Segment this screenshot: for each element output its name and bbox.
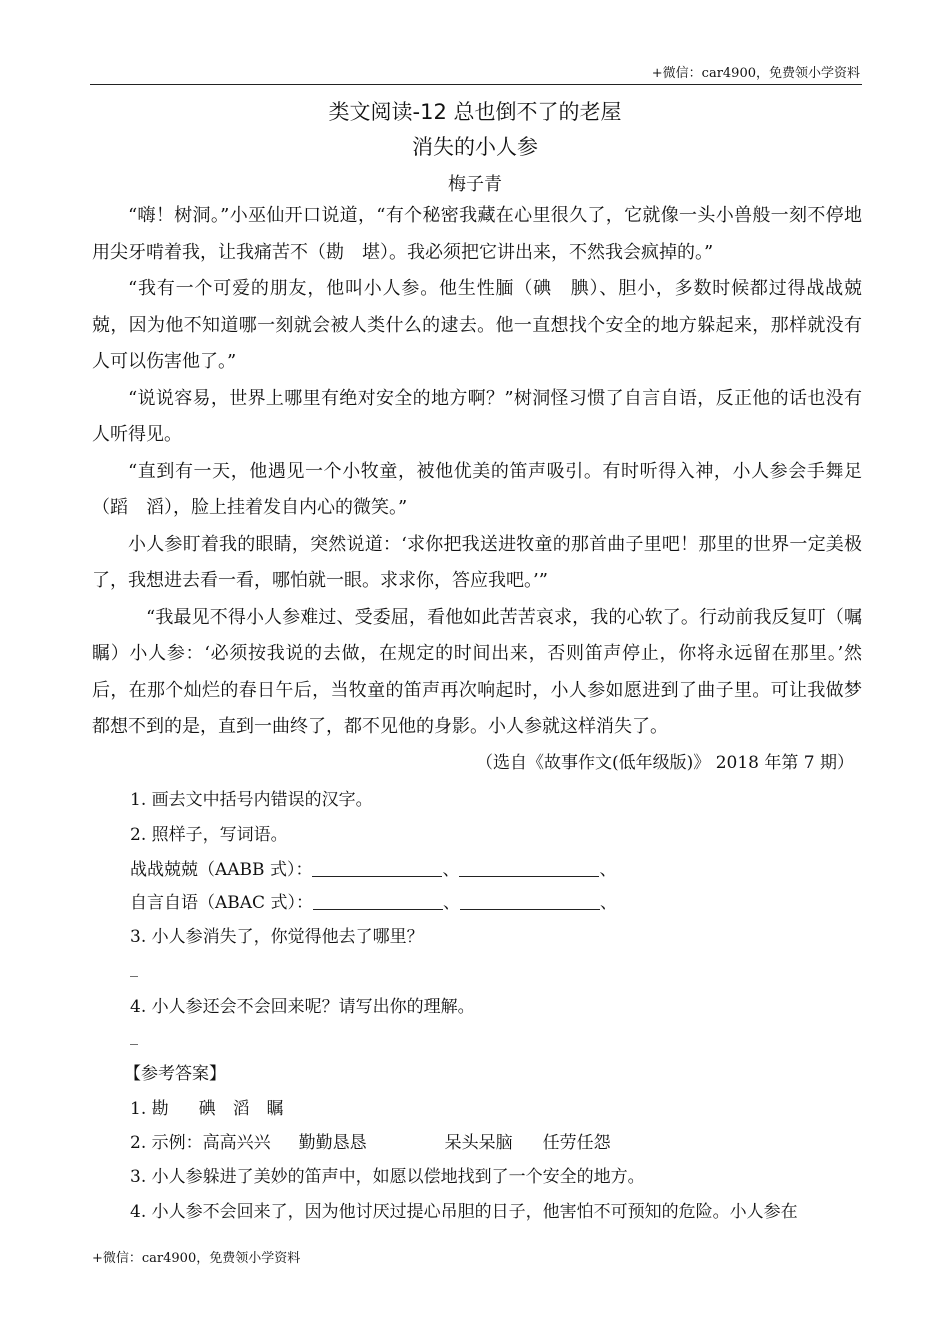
separator: 、 (599, 893, 617, 913)
answer-1-first: 1. 勘 (130, 1099, 169, 1119)
answer-2 (130, 1128, 611, 1153)
answer-blank[interactable] (313, 893, 443, 910)
answer-2-word: 勤勤恳恳 (298, 1133, 367, 1153)
story-paragraph: “我最见不得小人参难过、受委屈，看他如此苦苦哀求，我的心软了。行动前我反复叮（嘱 瞩）小人参：‘必须按我说的去做，在规定的时间出来，否则笛声停止，你将永远留在那里。’然后，在那个灿烂的春日午后，当牧童的笛声再次响起时，小人参如愿进到了曲子里。可让我做梦都想不到的是，直到一曲终了，都不见他的身影。小人参就这样消失了。 (92, 606, 880, 737)
answer-line-4[interactable]: _ (130, 1026, 138, 1045)
answer-4: 4. 小人参不会回来了，因为他讨厌过提心吊胆的日子，他害怕不可预知的危险。小人参在 (130, 1202, 798, 1222)
story-body (92, 198, 880, 746)
question-1: 1. 画去文中括号内错误的汉字。 (130, 790, 373, 810)
answer-blank[interactable] (459, 860, 599, 877)
answer-blank[interactable] (312, 860, 442, 877)
story-paragraph: “说说容易，世界上哪里有绝对安全的地方啊？”树洞怪习惯了自言自语，反正他的话也没有人听得见。 (92, 387, 862, 445)
answer-3: 3. 小人参躲进了美妙的笛声中，如愿以偿地找到了一个安全的地方。 (130, 1167, 645, 1187)
answers-heading: 【参考答案】 (124, 1064, 226, 1084)
question-2b (130, 888, 617, 913)
question-2a (130, 855, 616, 880)
story-paragraph: “直到有一天，他遇见一个小牧童，被他优美的笛声吸引。有时听得入神，小人参会手舞足（蹈 滔），脸上挂着发自内心的微笑。” (92, 460, 862, 518)
story-paragraph: 小人参盯着我的眼睛，突然说道：‘求你把我送进牧童的那首曲子里吧！那里的世界一定美极了，我想进去看一看，哪怕就一眼。求求你，答应我吧。’” (92, 533, 862, 591)
document-title: 类文阅读-12 总也倒不了的老屋 (328, 100, 622, 124)
question-4: 4. 小人参还会不会回来呢？请写出你的理解。 (130, 997, 475, 1017)
header-note: +微信：car4900，免费领小学资料 (651, 66, 860, 81)
question-2b-label: 自言自语（ABAC 式）： (130, 893, 313, 913)
separator: 、 (442, 860, 460, 880)
answer-line-3[interactable]: _ (130, 958, 138, 977)
question-2a-label: 战战兢兢（AABB 式）： (130, 860, 313, 880)
footer-note: +微信：car4900，免费领小学资料 (92, 1251, 301, 1266)
answer-blank[interactable] (460, 893, 600, 910)
answer-1-rest: 碘 滔 瞩 (198, 1099, 284, 1119)
answer-1 (130, 1094, 284, 1119)
separator: 、 (599, 860, 617, 880)
answer-2-word: 呆头呆脑 (444, 1133, 513, 1153)
question-3: 3. 小人参消失了，你觉得他去了哪里？ (130, 927, 424, 947)
answer-2-prefix: 2. 示例：高高兴兴 (130, 1133, 271, 1153)
question-2: 2. 照样子，写词语。 (130, 825, 288, 845)
story-paragraph: “嗨！树洞。”小巫仙开口说道，“有个秘密我藏在心里很久了，它就像一头小兽般一刻不停地用尖牙啃着我，让我痛苦不（勘 堪）。我必须把它讲出来，不然我会疯掉的。” (92, 205, 862, 263)
story-title: 消失的小人参 (412, 135, 538, 159)
story-source: （选自《故事作文(低年级版)》 2018 年第 7 期） (476, 753, 854, 773)
story-author: 梅子青 (448, 174, 502, 195)
story-paragraph: “我有一个可爱的朋友，他叫小人参。他生性腼（碘 腆）、胆小，多数时候都过得战战兢兢，因为他不知道哪一刻就会被人类什么的逮去。他一直想找个安全的地方躲起来，那样就没有人可以伤害他了。” (92, 278, 862, 372)
header-divider (90, 84, 862, 85)
separator: 、 (442, 893, 460, 913)
answer-2-word: 任劳任怨 (542, 1133, 611, 1153)
